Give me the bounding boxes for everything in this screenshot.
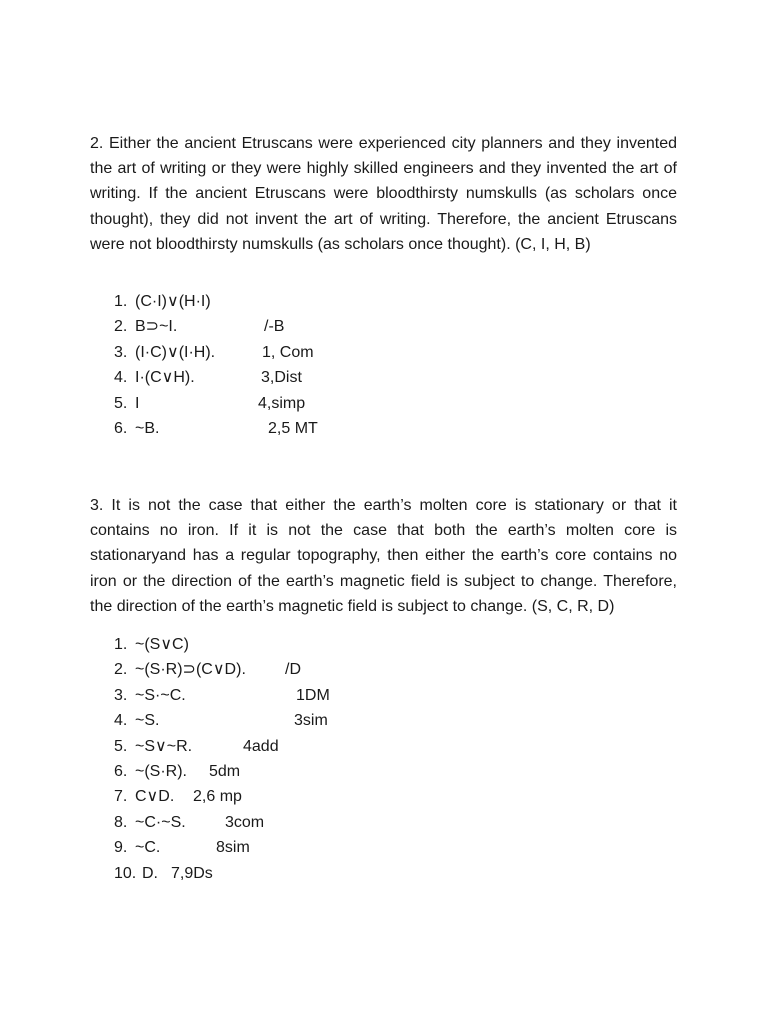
proof-step bbox=[114, 784, 242, 809]
step-formula: ~C·~S. bbox=[135, 813, 186, 831]
step-number: 5. bbox=[114, 737, 128, 755]
step-number: 6. bbox=[114, 419, 128, 437]
step-number: 8. bbox=[114, 813, 128, 831]
proof-step bbox=[114, 810, 265, 835]
step-number: 3. bbox=[114, 343, 128, 361]
step-formula: C∨D. bbox=[135, 788, 175, 806]
step-number: 9. bbox=[114, 839, 128, 857]
proof-step bbox=[114, 657, 301, 682]
step-formula: ~S. bbox=[135, 712, 160, 730]
proof-step bbox=[114, 708, 328, 733]
step-justification: 4add bbox=[243, 737, 279, 755]
proof-step bbox=[114, 734, 279, 759]
step-number: 7. bbox=[114, 788, 128, 806]
step-formula: ~C. bbox=[135, 839, 161, 857]
step-justification: 8sim bbox=[216, 839, 250, 857]
step-number: 4. bbox=[114, 712, 128, 730]
step-number: 2. bbox=[114, 661, 128, 679]
step-number: 2. bbox=[114, 318, 128, 336]
step-formula: ~S∨~R. bbox=[135, 737, 193, 755]
step-formula: I·(C∨H). bbox=[135, 369, 195, 387]
step-justification: 4,simp bbox=[258, 394, 306, 412]
step-formula: B⊃~I. bbox=[135, 318, 178, 336]
step-formula: ~(S·R)⊃(C∨D). bbox=[135, 661, 246, 679]
step-formula: I bbox=[135, 394, 140, 412]
step-formula: ~B. bbox=[135, 419, 160, 437]
step-number: 1. bbox=[114, 293, 128, 310]
proof-step bbox=[114, 683, 330, 708]
proof-step bbox=[114, 314, 285, 339]
problem-2-text: 2. Either the ancient Etruscans were experienced city planners and they invented the art of writing or they were highly skilled engineers and they invented the art of writing. If the ancient Etruscans were bloodthirsty numskulls (as scholars once thought), they did not invent the art of writing. Therefore, the ancient Etruscans were not bloodthirsty numskulls (as scholars once thought). (C, I, H, B) bbox=[90, 135, 677, 253]
step-formula: (I·C)∨(I·H). bbox=[135, 343, 216, 361]
proof-step bbox=[114, 340, 314, 365]
step-justification: 2,6 mp bbox=[193, 788, 242, 806]
proof-step bbox=[114, 416, 318, 441]
step-number: 6. bbox=[114, 762, 128, 780]
step-justification: 3,Dist bbox=[261, 369, 302, 387]
step-justification: 1, Com bbox=[262, 343, 314, 361]
step-formula: ~S·~C. bbox=[135, 686, 186, 704]
step-justification: 3sim bbox=[294, 712, 328, 730]
step-number: 10. bbox=[114, 864, 137, 882]
proof-step bbox=[114, 861, 213, 886]
proof-step bbox=[114, 759, 241, 784]
problem-3-text: 3. It is not the case that either the earth’s molten core is stationary or that it contains no iron. If it is not the case that both the earth’s molten core is stationaryand has a regular topography, then either the earth’s core contains no iron or the direction of the earth’s magnetic field is subject to change. Therefore, the direction of the earth’s magnetic field is subject to change. (S, C, R, D) bbox=[90, 497, 677, 615]
step-justification: 1DM bbox=[296, 686, 330, 704]
step-justification: 7,9Ds bbox=[171, 864, 213, 882]
step-justification: 2,5 MT bbox=[268, 419, 318, 437]
problem-3-proof bbox=[114, 632, 330, 886]
proof-step bbox=[114, 289, 211, 314]
proof-step bbox=[114, 835, 250, 860]
step-number: 3. bbox=[114, 686, 128, 704]
step-justification: /-B bbox=[264, 318, 285, 336]
step-justification: 5dm bbox=[209, 762, 241, 780]
step-formula: D. bbox=[142, 864, 158, 882]
step-justification: /D bbox=[285, 661, 301, 679]
step-number: 4. bbox=[114, 369, 128, 387]
step-formula: (C·I)∨(H·I) bbox=[135, 293, 211, 310]
step-justification: 3com bbox=[225, 813, 265, 831]
step-number: 1. bbox=[114, 636, 128, 653]
step-formula: ~(S·R). bbox=[135, 762, 187, 780]
proof-step bbox=[114, 632, 189, 657]
step-formula: ~(S∨C) bbox=[135, 636, 189, 653]
proof-step bbox=[114, 365, 302, 390]
problem-2-proof bbox=[114, 289, 318, 441]
proof-step bbox=[114, 391, 306, 416]
step-number: 5. bbox=[114, 394, 128, 412]
